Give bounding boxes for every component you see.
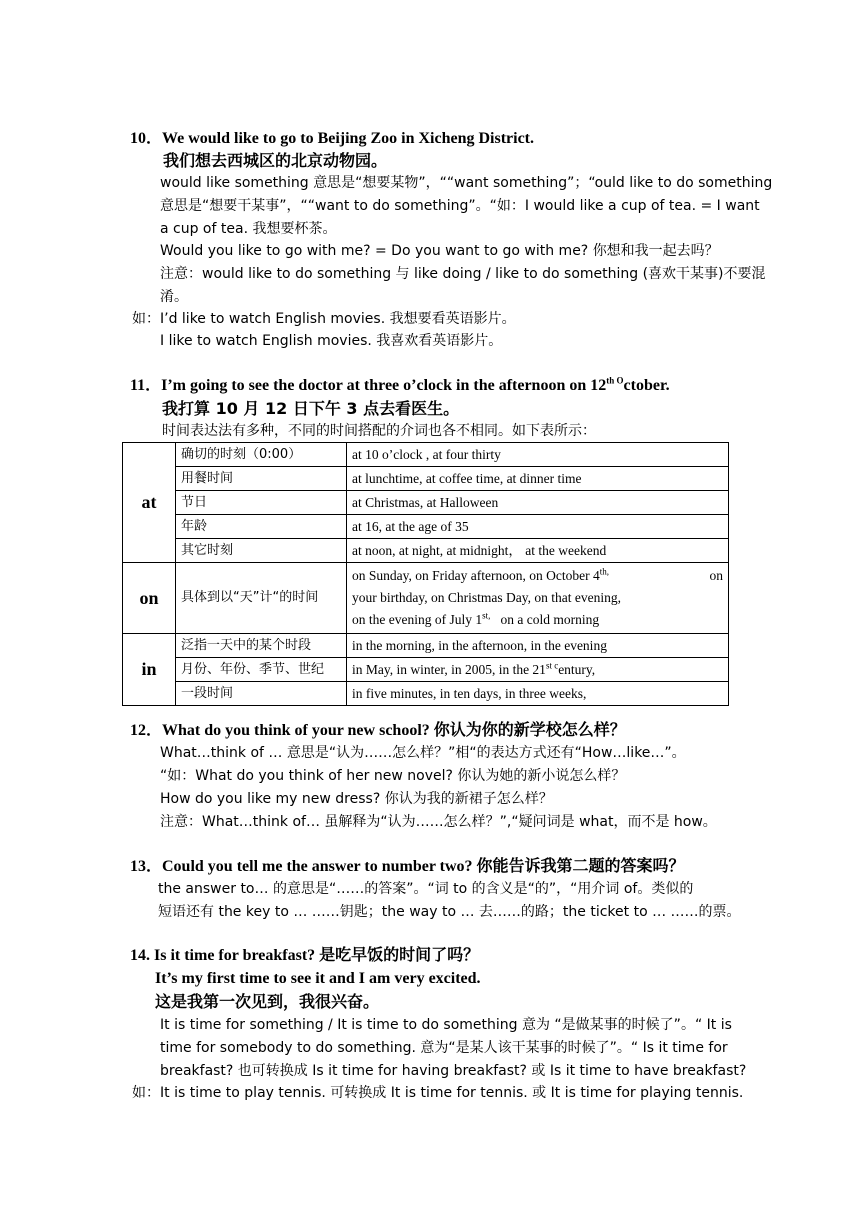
table-row xyxy=(123,563,729,634)
on-example-line-3: on the evening of July $1^{st,}$ on a cold morning xyxy=(352,610,600,627)
s10-line-5: 注意：would like to do something 与 like doing / like to do something (喜欢干某事)不要混 xyxy=(160,266,766,282)
s13-heading: 13．Could you tell me the answer to number two? 你能告诉我第二题的答案吗？ xyxy=(130,858,685,875)
table-cell: at noon, at night, at midnight， at the weekend xyxy=(347,539,729,563)
s14-line-1: It is time for something / It is time to do something 意为 “是做某事的时候了”。“ It is xyxy=(160,1017,732,1033)
s14-line-2: time for somebody to do something. 意为“是某人该干某事的时候了”。“ Is it time for xyxy=(160,1040,728,1056)
prep-on: on xyxy=(123,563,176,634)
s13-line-2: 短语还有 the key to … ……钥匙；the way to … 去……的路；the ticket to … ……的票。 xyxy=(158,904,741,920)
on-example-line-1: on Sunday, on Friday afternoon, on October $4^{th,}$ on xyxy=(352,566,723,583)
s11-heading-en: 11．I’m going to see the doctor at three o’clock in the afternoon on $12^{th O}ctober$. xyxy=(130,375,670,394)
table-row xyxy=(123,515,729,539)
table-cell: 月份、年份、季节、世纪 xyxy=(176,658,347,682)
s10-line-1: would like something 意思是“想要某物”，““want something”；“ould like to do something xyxy=(160,175,773,191)
table-cell: at lunchtime, at coffee time, at dinner time xyxy=(347,467,729,491)
table-cell: in the morning, in the afternoon, in the evening xyxy=(347,634,729,658)
table-cell: 确切的时刻（0:00） xyxy=(176,443,347,467)
s12-line-1: What…think of … 意思是“认为……怎么样？”相“的表达方式还有“How…like…”。 xyxy=(160,745,686,761)
table-cell: 其它时刻 xyxy=(176,539,347,563)
s14-heading-3: 这是我第一次见到，我很兴奋。 xyxy=(155,992,380,1011)
s14-line-3: breakfast? 也可转换成 Is it time for having breakfast? 或 Is it time to have breakfast? xyxy=(160,1063,747,1079)
s10-heading-cn: 我们想去西城区的北京动物园。 xyxy=(163,151,388,170)
s10-line-2: 意思是“想要干某事”，““want to do something”。“如：I would like a cup of tea. = I want xyxy=(160,198,760,214)
table-cell: 泛指一天中的某个时段 xyxy=(176,634,347,658)
s12-line-3: How do you like my new dress? 你认为我的新裙子怎么样？ xyxy=(160,791,553,807)
table-cell: 年龄 xyxy=(176,515,347,539)
s13-line-1: the answer to… 的意思是“……的答案”。“词 to 的含义是“的”，“用介词 of。类似的 xyxy=(158,881,694,897)
table-row xyxy=(123,539,729,563)
s10-line-7: 如：I’d like to watch English movies. 我想要看英语影片。 xyxy=(132,311,516,327)
table-row xyxy=(123,682,729,706)
s12-heading: 12．What do you think of your new school? 你认为你的新学校怎么样？ xyxy=(130,722,626,739)
s14-heading-1: 14. Is it time for breakfast? 是吃早饭的时间了吗？ xyxy=(130,947,480,964)
on-example-line-2: your birthday, on Christmas Day, on that evening, xyxy=(352,590,621,605)
table-cell: in May, in winter, in 2005, in the $21^{st c}entury$, xyxy=(347,658,729,682)
prep-in: in xyxy=(123,634,176,706)
table-row xyxy=(123,491,729,515)
table-cell: in five minutes, in ten days, in three weeks, xyxy=(347,682,729,706)
table-row xyxy=(123,467,729,491)
table-cell: at 16, at the age of 35 xyxy=(347,515,729,539)
table-cell: 用餐时间 xyxy=(176,467,347,491)
s11-heading-cn: 我打算 10 月 12 日下午 3 点去看医生。 xyxy=(162,399,460,418)
table-cell: 具体到以“天”计“的时间 xyxy=(176,563,347,634)
s10-line-3: a cup of tea. 我想要杯茶。 xyxy=(160,221,337,237)
table-cell xyxy=(347,563,729,634)
prep-at: at xyxy=(123,443,176,563)
table-cell: 一段时间 xyxy=(176,682,347,706)
table-row xyxy=(123,658,729,682)
table-cell: 节日 xyxy=(176,491,347,515)
s10-line-8: I like to watch English movies. 我喜欢看英语影片。 xyxy=(160,333,503,349)
s14-line-4: 如：It is time to play tennis. 可转换成 It is time for tennis. 或 It is time for playing tennis. xyxy=(132,1085,744,1101)
table-row xyxy=(123,443,729,467)
s12-line-2: “如：What do you think of her new novel? 你认为她的新小说怎么样？ xyxy=(160,768,626,784)
table-cell: at Christmas, at Halloween xyxy=(347,491,729,515)
s10-heading-en: 10．We would like to go to Beijing Zoo in Xicheng District. xyxy=(130,130,535,147)
s12-line-4: 注意：What…think of… 虽解释为“认为……怎么样？”,“疑问词是 what，而不是 how。 xyxy=(160,814,717,830)
s10-line-4: Would you like to go with me? = Do you want to go with me? 你想和我一起去吗？ xyxy=(160,243,719,259)
table-row xyxy=(123,634,729,658)
s10-line-6: 淆。 xyxy=(160,289,188,305)
s14-heading-2: It’s my first time to see it and I am very excited. xyxy=(155,970,481,987)
s11-intro: 时间表达法有多种，不同的时间搭配的介词也各不相同。如下表所示： xyxy=(162,423,596,439)
table-cell: at 10 o’clock , at four thirty xyxy=(347,443,729,467)
preposition-table xyxy=(122,442,729,706)
